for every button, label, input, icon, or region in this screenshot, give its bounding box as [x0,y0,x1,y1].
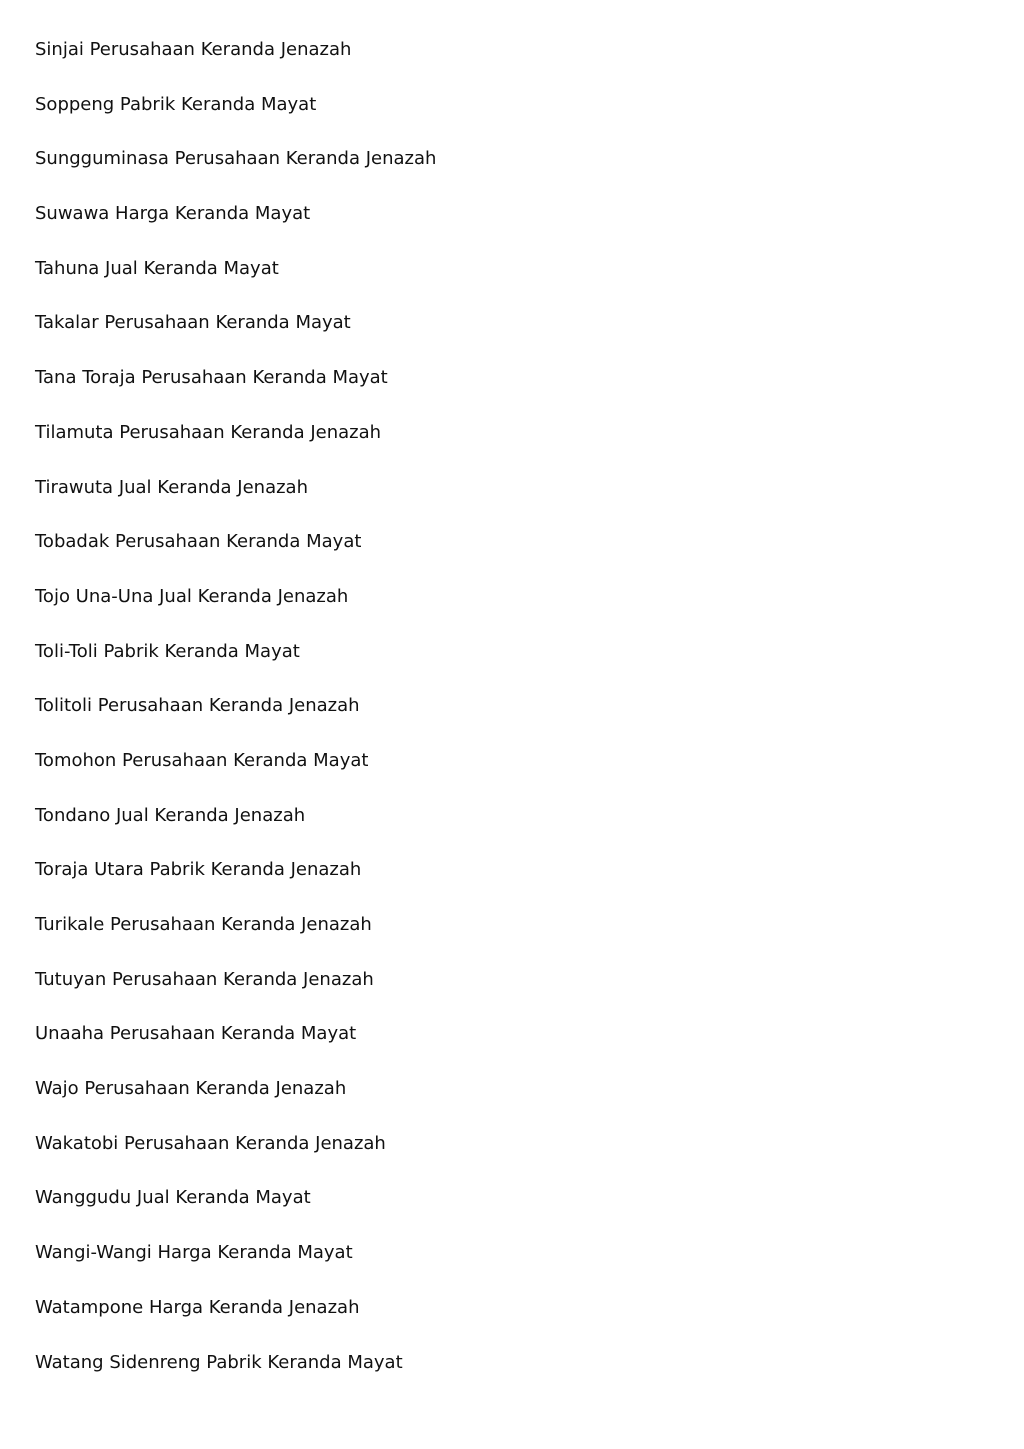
list-item: Unaaha Perusahaan Keranda Mayat [35,1023,357,1045]
list-item: Sinjai Perusahaan Keranda Jenazah [35,39,352,60]
list-item: Toraja Utara Pabrik Keranda Jenazah [35,859,362,881]
list-item: Turikale Perusahaan Keranda Jenazah [35,914,372,935]
list-item: Suwawa Harga Keranda Mayat [35,203,311,225]
list-item: Tojo Una-Una Jual Keranda Jenazah [35,585,349,607]
list-item: Wanggudu Jual Keranda Mayat [35,1187,311,1209]
list-item: Tomohon Perusahaan Keranda Mayat [35,749,369,771]
entry-list [35,36,436,1403]
list-item: Tutuyan Perusahaan Keranda Jenazah [35,968,374,990]
list-item: Tobadak Perusahaan Keranda Mayat [35,531,362,553]
list-item: Tondano Jual Keranda Jenazah [35,804,306,826]
list-item: Watampone Harga Keranda Jenazah [35,1296,360,1318]
list-item: Toli-Toli Pabrik Keranda Mayat [35,640,300,662]
list-item: Wajo Perusahaan Keranda Jenazah [35,1078,347,1100]
list-item: Wangi-Wangi Harga Keranda Mayat [35,1242,353,1264]
list-item: Tolitoli Perusahaan Keranda Jenazah [35,695,360,717]
list-item: Watang Sidenreng Pabrik Keranda Mayat [35,1351,403,1373]
list-item: Sungguminasa Perusahaan Keranda Jenazah [35,148,437,170]
list-item: Soppeng Pabrik Keranda Mayat [35,93,317,115]
list-item: Tirawuta Jual Keranda Jenazah [35,476,308,498]
list-item: Tahuna Jual Keranda Mayat [35,257,279,279]
list-item: Wakatobi Perusahaan Keranda Jenazah [35,1132,386,1154]
list-item: Tana Toraja Perusahaan Keranda Mayat [35,367,388,389]
list-item: Takalar Perusahaan Keranda Mayat [35,312,351,334]
list-item: Tilamuta Perusahaan Keranda Jenazah [35,421,382,443]
